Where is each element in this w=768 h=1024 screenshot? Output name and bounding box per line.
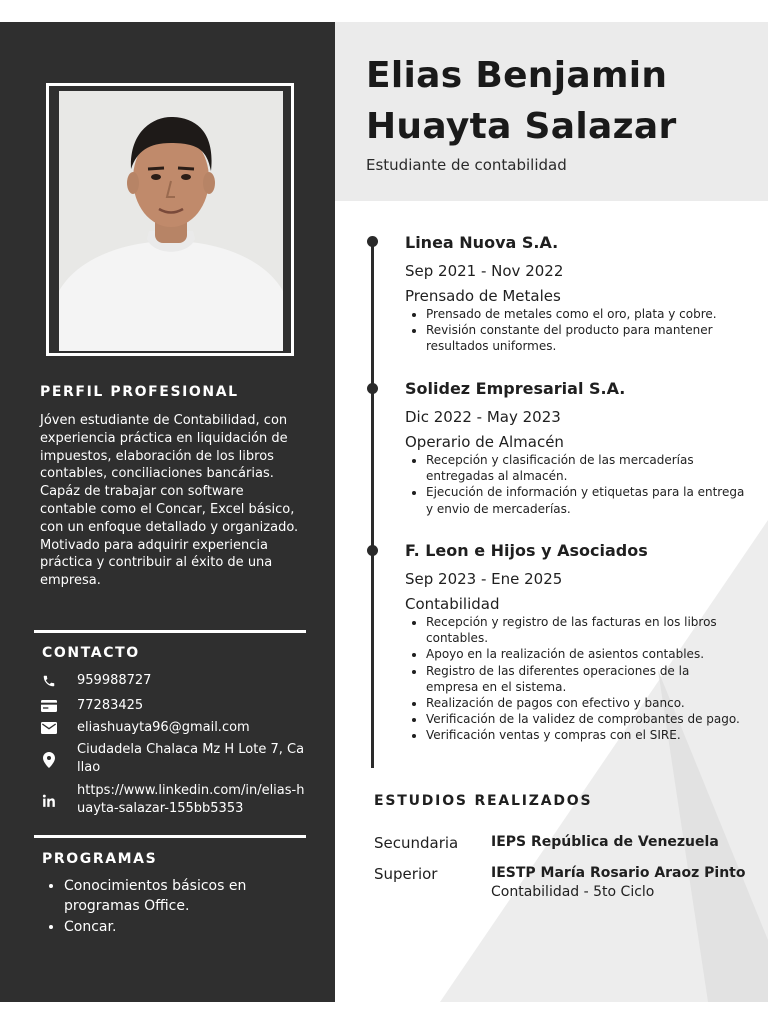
experience-company: F. Leon e Hijos y Asociados bbox=[405, 541, 648, 560]
contact-phone bbox=[40, 672, 305, 690]
linkedin-icon bbox=[40, 792, 58, 810]
experience-bullet: • Realización de pagos con efectivo y banco. bbox=[426, 695, 745, 711]
education-level: Secundaria bbox=[374, 834, 459, 852]
experience-period: Sep 2023 - Ene 2025 bbox=[405, 570, 563, 588]
experience-item bbox=[405, 540, 745, 744]
contacto-title: CONTACTO bbox=[42, 645, 140, 661]
experience-role: Prensado de Metales bbox=[405, 287, 561, 305]
section-divider bbox=[34, 630, 306, 633]
experience-company: Linea Nuova S.A. bbox=[405, 233, 559, 252]
mail-icon bbox=[40, 719, 58, 737]
perfil-title: PERFIL PROFESIONAL bbox=[40, 384, 239, 400]
education-detail: Contabilidad - 5to Ciclo bbox=[491, 884, 655, 900]
experience-bullet: • Recepción y registro de las facturas en los libros contables. bbox=[426, 614, 745, 646]
profile-photo-frame bbox=[46, 83, 294, 356]
experience-period: Dic 2022 - May 2023 bbox=[405, 408, 561, 426]
location-pin-icon bbox=[40, 751, 58, 769]
perfil-text: Jóven estudiante de Contabilidad, con experiencia práctica en liquidación de impuestos, elaboración de los libros contables, conciliaciones bancárias. Capáz de trabajar con software contable como el Concar, Excel básico, con un enfoque detallado y organizado. Motivado para adquirir experiencia práctica y contribuir al éxito de una empresa. bbox=[40, 413, 299, 589]
timeline-dot bbox=[367, 383, 378, 394]
experience-bullet: • Prensado de metales como el oro, plata y cobre. bbox=[426, 306, 745, 322]
contact-email-text[interactable]: eliashuayta96@gmail.com bbox=[77, 720, 250, 735]
programas-item: • Concar. bbox=[64, 917, 324, 937]
candidate-name: Elias Benjamin Huayta Salazar bbox=[366, 55, 677, 147]
sidebar bbox=[0, 22, 335, 1002]
experience-role: Contabilidad bbox=[405, 595, 500, 613]
timeline-line bbox=[371, 240, 374, 768]
experience-bullet: • Ejecución de información y etiquetas para la entrega y envio de mercaderías. bbox=[426, 484, 745, 516]
contact-email[interactable] bbox=[40, 719, 305, 737]
candidate-subtitle: Estudiante de contabilidad bbox=[366, 156, 567, 174]
programas-list bbox=[40, 876, 324, 938]
experience-bullet: • Apoyo en la realización de asientos contables. bbox=[426, 646, 745, 662]
experience-bullets bbox=[405, 452, 745, 517]
contact-linkedin[interactable] bbox=[40, 782, 305, 818]
phone-icon bbox=[40, 672, 58, 690]
experience-bullet: • Registro de las diferentes operaciones de la empresa en el sistema. bbox=[426, 663, 745, 695]
programas-item: • Conocimientos básicos en programas Office. bbox=[64, 876, 324, 916]
programas-title: PROGRAMAS bbox=[42, 851, 158, 867]
education-institution: IESTP María Rosario Araoz Pinto bbox=[491, 865, 746, 881]
experience-bullet: • Recepción y clasificación de las mercaderías entregadas al almacén. bbox=[426, 452, 745, 484]
education-level: Superior bbox=[374, 865, 438, 883]
experience-bullet: • Revisión constante del producto para mantener resultados uniformes. bbox=[426, 322, 745, 354]
timeline-dot bbox=[367, 545, 378, 556]
experience-bullets bbox=[405, 306, 745, 355]
estudios-title: ESTUDIOS REALIZADOS bbox=[374, 793, 593, 809]
education-institution: IEPS República de Venezuela bbox=[491, 834, 719, 850]
experience-role: Operario de Almacén bbox=[405, 433, 564, 451]
experience-bullet: • Verificación ventas y compras con el SIRE. bbox=[426, 727, 745, 743]
id-card-icon bbox=[40, 697, 58, 715]
experience-item bbox=[405, 378, 745, 517]
profile-photo bbox=[59, 91, 283, 351]
contact-address-text: Ciudadela Chalaca Mz H Lote 7, Callao bbox=[77, 742, 305, 775]
experience-company: Solidez Empresarial S.A. bbox=[405, 379, 626, 398]
experience-bullet: • Verificación de la validez de comprobantes de pago. bbox=[426, 711, 745, 727]
section-divider bbox=[34, 835, 306, 838]
experience-bullets bbox=[405, 614, 745, 744]
experience-period: Sep 2021 - Nov 2022 bbox=[405, 262, 564, 280]
contact-linkedin-text[interactable]: https://www.linkedin.com/in/elias-huayta-salazar-155bb5353 bbox=[77, 783, 305, 816]
experience-item bbox=[405, 232, 745, 355]
contact-dni bbox=[40, 697, 305, 715]
contact-phone-text: 959988727 bbox=[77, 673, 152, 688]
contact-address bbox=[40, 741, 305, 777]
timeline-dot bbox=[367, 236, 378, 247]
contact-dni-text: 77283425 bbox=[77, 698, 144, 713]
